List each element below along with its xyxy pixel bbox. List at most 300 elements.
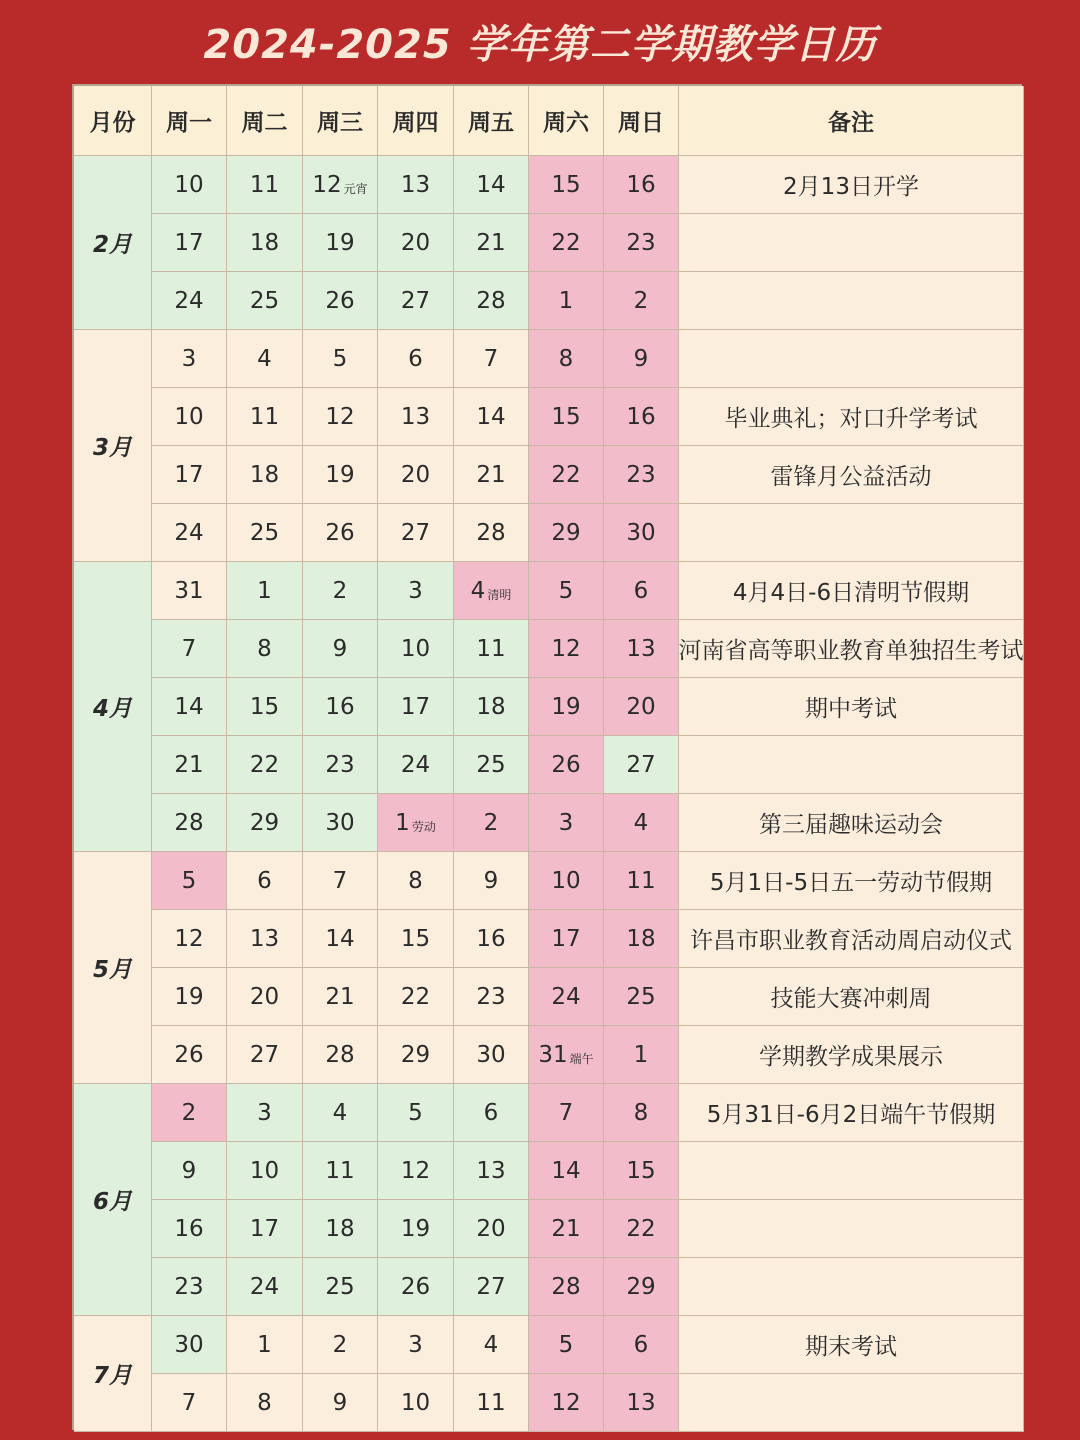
day-number: 4: [257, 345, 272, 372]
day-cell: [152, 1084, 227, 1142]
day-number: 1: [257, 577, 272, 604]
note-cell: 学期教学成果展示: [679, 1026, 1024, 1084]
day-cell: [529, 852, 604, 910]
day-number: 15: [551, 171, 581, 198]
day-cell: [152, 214, 227, 272]
day-number: 25: [626, 983, 656, 1010]
day-cell: [529, 736, 604, 794]
day-number: 30: [325, 809, 355, 836]
day-number: 3: [408, 1331, 423, 1358]
header-month: 月份: [74, 86, 152, 156]
day-number: 19: [325, 461, 355, 488]
day-cell: [152, 620, 227, 678]
day-number: 21: [476, 229, 506, 256]
day-number: 23: [174, 1273, 204, 1300]
day-number: 13: [400, 171, 431, 198]
day-cell: [529, 910, 604, 968]
day-cell: [152, 1258, 227, 1316]
day-cell: [604, 736, 679, 794]
day-cell: [227, 504, 303, 562]
day-number: 13: [400, 403, 431, 430]
note-cell: [679, 272, 1024, 330]
day-cell: [529, 330, 604, 388]
day-number: 10: [400, 1389, 431, 1416]
day-cell: [454, 562, 529, 620]
day-number: 16: [626, 171, 656, 198]
day-number: 5: [332, 345, 348, 372]
day-cell: [227, 446, 303, 504]
day-cell: [378, 330, 454, 388]
day-number: 22: [400, 983, 431, 1010]
calendar-table: [72, 84, 1022, 1430]
day-cell: [378, 1142, 454, 1200]
day-cell: [378, 272, 454, 330]
day-cell: [378, 1374, 454, 1432]
day-cell: [303, 678, 378, 736]
day-number: 22: [626, 1215, 656, 1242]
day-number: 24: [174, 519, 204, 546]
day-number: 8: [558, 345, 574, 372]
note-cell: 毕业典礼；对口升学考试: [679, 388, 1024, 446]
day-number: 10: [174, 171, 204, 198]
day-number: 12: [400, 1157, 431, 1184]
day-number: 3: [558, 809, 574, 836]
day-number: 12: [551, 635, 581, 662]
day-number: 24: [249, 1273, 280, 1300]
day-cell: [303, 1142, 378, 1200]
day-number: 18: [626, 925, 656, 952]
day-number: 11: [249, 403, 280, 430]
day-cell: [454, 388, 529, 446]
day-number: 11: [626, 867, 656, 894]
holiday-tag: 劳动: [411, 820, 436, 834]
day-number: 22: [551, 461, 581, 488]
day-cell: [152, 330, 227, 388]
day-number: 18: [476, 693, 506, 720]
header-weekday: 周一: [152, 86, 227, 156]
day-cell: [152, 1316, 227, 1374]
day-cell: [152, 1200, 227, 1258]
month-label: 4月: [74, 562, 152, 852]
day-number: 14: [325, 925, 355, 952]
day-cell: [227, 562, 303, 620]
day-number: 30: [626, 519, 656, 546]
day-cell: [227, 1084, 303, 1142]
day-number: 29: [249, 809, 280, 836]
day-number: 11: [249, 171, 280, 198]
day-number: 17: [551, 925, 581, 952]
day-number: 28: [476, 519, 506, 546]
day-cell: [227, 330, 303, 388]
day-cell: [303, 156, 378, 214]
day-number: 27: [476, 1273, 506, 1300]
day-number: 8: [633, 1099, 649, 1126]
day-cell: [604, 910, 679, 968]
day-number: 17: [249, 1215, 280, 1242]
day-number: 18: [249, 229, 280, 256]
day-number: 20: [626, 693, 656, 720]
day-number: 10: [551, 867, 581, 894]
note-cell: [679, 214, 1024, 272]
day-number: 31: [174, 577, 204, 604]
day-number: 4: [470, 577, 486, 604]
day-cell: [454, 968, 529, 1026]
note-cell: [679, 1258, 1024, 1316]
day-number: 6: [633, 1331, 649, 1358]
day-number: 27: [626, 751, 656, 778]
day-cell: [152, 1142, 227, 1200]
day-cell: [604, 330, 679, 388]
note-cell: 2月13日开学: [679, 156, 1024, 214]
day-number: 15: [249, 693, 280, 720]
day-number: 28: [325, 1041, 355, 1068]
day-cell: [529, 620, 604, 678]
day-cell: [529, 504, 604, 562]
day-number: 16: [325, 693, 355, 720]
day-cell: [529, 1316, 604, 1374]
day-cell: [604, 1084, 679, 1142]
day-number: 14: [551, 1157, 581, 1184]
day-cell: [454, 446, 529, 504]
day-cell: [227, 1200, 303, 1258]
day-cell: [378, 1026, 454, 1084]
day-number: 19: [325, 229, 355, 256]
day-cell: [529, 272, 604, 330]
note-cell: 期末考试: [679, 1316, 1024, 1374]
header-weekday: 周日: [604, 86, 679, 156]
day-number: 2: [483, 809, 499, 836]
month-label: 6月: [74, 1084, 152, 1316]
day-number: 31: [538, 1041, 568, 1068]
day-number: 25: [476, 751, 506, 778]
day-number: 21: [325, 983, 355, 1010]
header-weekday: 周六: [529, 86, 604, 156]
day-number: 8: [408, 867, 423, 894]
day-number: 18: [249, 461, 280, 488]
day-cell: [454, 330, 529, 388]
day-cell: [604, 620, 679, 678]
day-cell: [303, 736, 378, 794]
day-cell: [378, 388, 454, 446]
day-cell: [152, 272, 227, 330]
day-cell: [303, 330, 378, 388]
day-cell: [303, 446, 378, 504]
day-cell: [303, 388, 378, 446]
day-cell: [604, 272, 679, 330]
day-cell: [454, 852, 529, 910]
day-number: 28: [551, 1273, 581, 1300]
day-number: 13: [476, 1157, 506, 1184]
day-number: 2: [633, 287, 649, 314]
day-cell: [378, 968, 454, 1026]
day-number: 3: [408, 577, 423, 604]
day-cell: [604, 1026, 679, 1084]
header-notes: 备注: [679, 86, 1024, 156]
day-cell: [529, 968, 604, 1026]
header-weekday: 周三: [303, 86, 378, 156]
day-cell: [303, 852, 378, 910]
day-cell: [529, 1142, 604, 1200]
day-number: 29: [626, 1273, 656, 1300]
day-number: 17: [174, 229, 204, 256]
day-number: 9: [633, 345, 649, 372]
day-number: 11: [325, 1157, 355, 1184]
day-number: 21: [551, 1215, 581, 1242]
day-number: 16: [476, 925, 506, 952]
note-cell: [679, 330, 1024, 388]
day-cell: [604, 794, 679, 852]
day-number: 11: [476, 1389, 506, 1416]
day-cell: [529, 388, 604, 446]
day-number: 30: [476, 1041, 506, 1068]
note-cell: [679, 1200, 1024, 1258]
day-cell: [454, 272, 529, 330]
day-number: 5: [558, 1331, 574, 1358]
day-number: 5: [408, 1099, 423, 1126]
day-number: 26: [551, 751, 581, 778]
day-number: 9: [332, 1389, 348, 1416]
day-number: 19: [400, 1215, 431, 1242]
note-cell: 5月31日-6月2日端午节假期: [679, 1084, 1024, 1142]
note-cell: 5月1日-5日五一劳动节假期: [679, 852, 1024, 910]
day-cell: [378, 1084, 454, 1142]
day-cell: [227, 910, 303, 968]
day-cell: [604, 678, 679, 736]
day-cell: [152, 504, 227, 562]
day-cell: [378, 1200, 454, 1258]
day-number: 25: [249, 287, 280, 314]
day-cell: [454, 1026, 529, 1084]
day-cell: [303, 214, 378, 272]
day-number: 15: [626, 1157, 656, 1184]
day-cell: [454, 910, 529, 968]
day-number: 3: [257, 1099, 272, 1126]
day-cell: [303, 910, 378, 968]
day-cell: [529, 156, 604, 214]
day-cell: [454, 214, 529, 272]
note-cell: 4月4日-6日清明节假期: [679, 562, 1024, 620]
day-cell: [378, 910, 454, 968]
day-cell: [303, 504, 378, 562]
day-cell: [303, 1200, 378, 1258]
day-cell: [227, 968, 303, 1026]
note-cell: [679, 736, 1024, 794]
day-cell: [604, 214, 679, 272]
day-number: 4: [483, 1331, 499, 1358]
day-number: 11: [476, 635, 506, 662]
note-cell: 期中考试: [679, 678, 1024, 736]
day-cell: [378, 736, 454, 794]
day-number: 5: [181, 867, 197, 894]
day-cell: [604, 156, 679, 214]
day-cell: [529, 1374, 604, 1432]
day-cell: [454, 1374, 529, 1432]
day-number: 25: [325, 1273, 355, 1300]
day-cell: [378, 504, 454, 562]
note-cell: 许昌市职业教育活动周启动仪式: [679, 910, 1024, 968]
day-cell: [227, 388, 303, 446]
day-number: 15: [551, 403, 581, 430]
day-cell: [454, 1084, 529, 1142]
day-cell: [378, 620, 454, 678]
note-cell: 河南省高等职业教育单独招生考试: [679, 620, 1024, 678]
header-weekday: 周二: [227, 86, 303, 156]
day-number: 6: [633, 577, 649, 604]
day-cell: [303, 272, 378, 330]
day-cell: [454, 504, 529, 562]
day-number: 3: [181, 345, 197, 372]
day-cell: [152, 794, 227, 852]
day-number: 4: [633, 809, 649, 836]
day-cell: [303, 1316, 378, 1374]
note-cell: [679, 1142, 1024, 1200]
day-number: 29: [551, 519, 581, 546]
day-cell: [604, 1142, 679, 1200]
day-number: 28: [174, 809, 204, 836]
day-cell: [152, 156, 227, 214]
day-number: 15: [400, 925, 431, 952]
day-number: 17: [400, 693, 431, 720]
day-cell: [378, 214, 454, 272]
note-cell: 第三届趣味运动会: [679, 794, 1024, 852]
day-number: 13: [249, 925, 280, 952]
day-cell: [529, 1200, 604, 1258]
day-cell: [227, 272, 303, 330]
day-number: 2: [332, 1331, 348, 1358]
day-cell: [152, 968, 227, 1026]
day-cell: [378, 156, 454, 214]
day-number: 12: [312, 171, 342, 198]
day-cell: [152, 736, 227, 794]
day-number: 25: [249, 519, 280, 546]
day-cell: [303, 1026, 378, 1084]
day-number: 4: [332, 1099, 348, 1126]
day-cell: [604, 852, 679, 910]
day-number: 19: [551, 693, 581, 720]
day-cell: [529, 446, 604, 504]
day-number: 24: [174, 287, 204, 314]
day-cell: [604, 1316, 679, 1374]
day-cell: [152, 1026, 227, 1084]
day-number: 1: [558, 287, 574, 314]
day-number: 20: [249, 983, 280, 1010]
day-number: 9: [181, 1157, 197, 1184]
day-number: 23: [325, 751, 355, 778]
day-cell: [152, 446, 227, 504]
day-cell: [529, 678, 604, 736]
day-number: 26: [174, 1041, 204, 1068]
day-number: 5: [558, 577, 574, 604]
day-number: 7: [181, 635, 197, 662]
day-number: 6: [257, 867, 272, 894]
day-number: 9: [483, 867, 499, 894]
day-number: 12: [551, 1389, 581, 1416]
day-number: 23: [476, 983, 506, 1010]
day-number: 27: [400, 287, 431, 314]
day-cell: [604, 1374, 679, 1432]
day-number: 1: [257, 1331, 272, 1358]
day-cell: [227, 214, 303, 272]
month-label: 7月: [74, 1316, 152, 1432]
day-cell: [604, 1200, 679, 1258]
day-cell: [529, 1026, 604, 1084]
holiday-tag: 清明: [487, 588, 512, 602]
day-number: 30: [174, 1331, 204, 1358]
holiday-tag: 元宵: [343, 182, 368, 196]
day-cell: [454, 1200, 529, 1258]
day-number: 26: [325, 287, 355, 314]
day-cell: [303, 1258, 378, 1316]
day-cell: [454, 736, 529, 794]
day-cell: [529, 562, 604, 620]
day-number: 8: [257, 1389, 272, 1416]
day-cell: [303, 620, 378, 678]
day-cell: [227, 794, 303, 852]
day-cell: [227, 852, 303, 910]
day-number: 7: [483, 345, 499, 372]
page-title: 2024-2025 学年第二学期教学日历: [203, 22, 877, 68]
day-number: 26: [400, 1273, 431, 1300]
month-label: 2月: [74, 156, 152, 330]
day-number: 13: [626, 1389, 656, 1416]
month-label: 3月: [74, 330, 152, 562]
day-number: 10: [174, 403, 204, 430]
day-cell: [529, 214, 604, 272]
day-cell: [604, 504, 679, 562]
day-number: 16: [174, 1215, 204, 1242]
note-cell: 技能大赛冲刺周: [679, 968, 1024, 1026]
day-number: 1: [633, 1041, 649, 1068]
day-cell: [604, 388, 679, 446]
day-number: 22: [551, 229, 581, 256]
day-number: 6: [408, 345, 423, 372]
day-cell: [378, 794, 454, 852]
day-cell: [454, 1316, 529, 1374]
day-cell: [454, 794, 529, 852]
day-cell: [152, 388, 227, 446]
day-number: 21: [476, 461, 506, 488]
day-number: 7: [181, 1389, 197, 1416]
day-cell: [152, 910, 227, 968]
day-number: 24: [551, 983, 581, 1010]
day-number: 22: [249, 751, 280, 778]
day-number: 23: [626, 229, 656, 256]
day-number: 20: [476, 1215, 506, 1242]
day-cell: [152, 1374, 227, 1432]
day-cell: [604, 562, 679, 620]
day-number: 2: [332, 577, 348, 604]
day-number: 23: [626, 461, 656, 488]
note-cell: [679, 504, 1024, 562]
day-cell: [303, 794, 378, 852]
day-number: 14: [476, 171, 506, 198]
holiday-tag: 端午: [569, 1052, 594, 1066]
note-cell: 雷锋月公益活动: [679, 446, 1024, 504]
day-number: 6: [483, 1099, 499, 1126]
day-number: 21: [174, 751, 204, 778]
header-weekday: 周四: [378, 86, 454, 156]
day-number: 7: [332, 867, 348, 894]
day-cell: [303, 968, 378, 1026]
day-number: 20: [400, 461, 431, 488]
day-cell: [303, 562, 378, 620]
day-cell: [227, 620, 303, 678]
day-cell: [303, 1374, 378, 1432]
day-cell: [378, 1316, 454, 1374]
month-label: 5月: [74, 852, 152, 1084]
day-number: 26: [325, 519, 355, 546]
header-weekday: 周五: [454, 86, 529, 156]
